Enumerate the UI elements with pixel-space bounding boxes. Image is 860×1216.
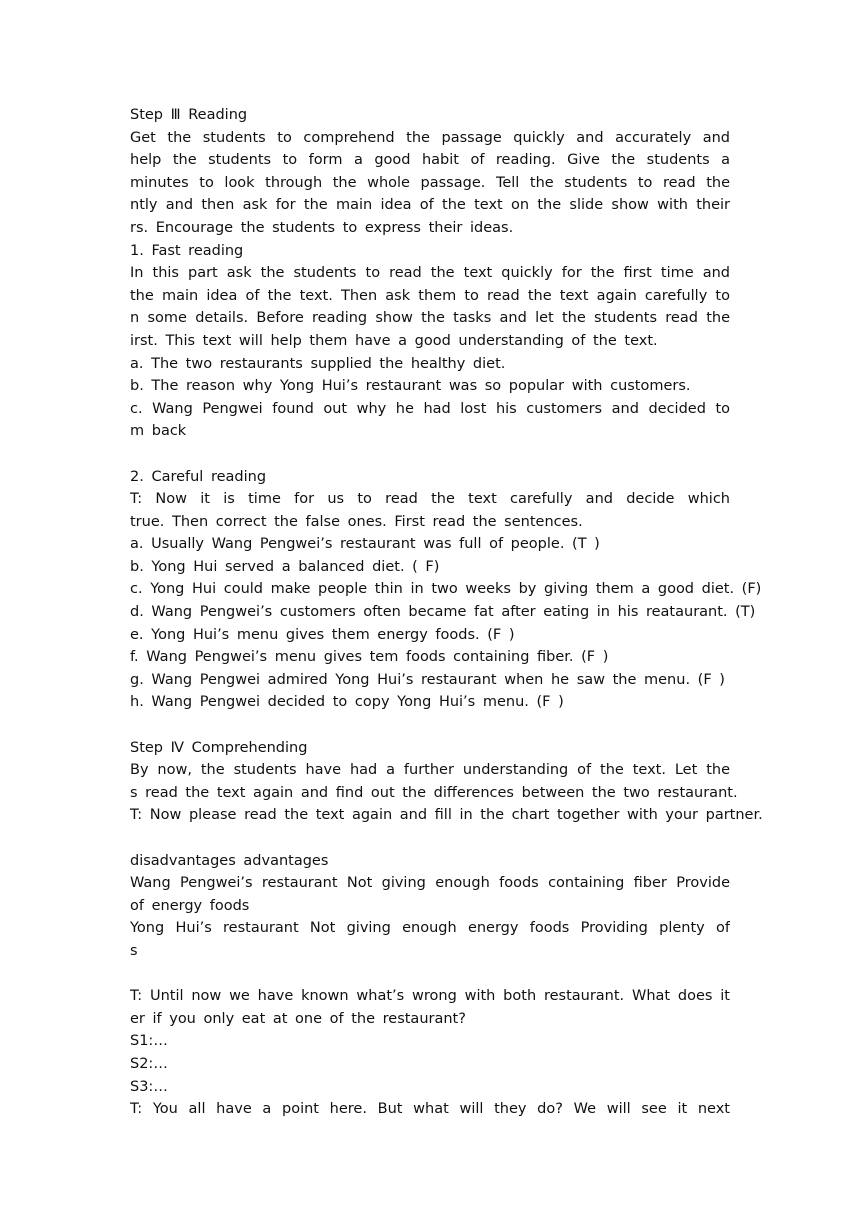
text-line: s [130,942,138,959]
text-line: f. Wang Pengwei’s menu gives tem foods containing fiber. (F ) [130,649,609,666]
text-line: irst. This text will help them have a good understanding of the text. [130,332,658,349]
blank-line [130,443,730,466]
text-line: a. The two restaurants supplied the healthy diet. [130,355,506,372]
text-line: help the students to form a good habit of reading. Give the students a [130,152,730,169]
text-line: a. Usually Wang Pengwei’s restaurant was full of people. (T ) [130,536,600,553]
text-line: n some details. Before reading show the tasks and let the students read the [130,310,730,327]
text-line: 2. Careful reading [130,468,267,485]
text-line: c. Wang Pengwei found out why he had lost his customers and decided to [130,400,730,417]
document-page [130,104,763,1121]
text-line: s read the text again and find out the differences between the two restaurant. [130,784,738,801]
text-line: T: You all have a point here. But what will they do? We will see it next [130,1101,730,1118]
text-line: b. The reason why Yong Hui’s restaurant was so popular with customers. [130,378,691,395]
text-line: S2:… [130,1055,168,1072]
text-line: disadvantages advantages [130,852,329,869]
text-line: of energy foods [130,897,250,914]
text-line: ntly and then ask for the main idea of the text on the slide show with their [130,197,730,214]
text-line: true. Then correct the false ones. First read the sentences. [130,513,583,530]
text-line: rs. Encourage the students to express their ideas. [130,219,514,236]
text-line: h. Wang Pengwei decided to copy Yong Hui’s menu. (F ) [130,694,564,711]
text-line: S3:… [130,1078,168,1095]
text-line: the main idea of the text. Then ask them to read the text again carefully to [130,287,730,304]
text-line: m back [130,423,187,440]
blank-line [130,714,730,737]
text-line: b. Yong Hui served a balanced diet. ( F) [130,558,440,575]
text-line: e. Yong Hui’s menu gives them energy foods. (F ) [130,626,515,643]
text-line: In this part ask the students to read the text quickly for the first time and [130,265,730,282]
text-line: c. Yong Hui could make people thin in two weeks by giving them a good diet. (F) [130,581,762,598]
text-line: Step Ⅳ Comprehending [130,739,308,756]
text-line: Wang Pengwei’s restaurant Not giving enough foods containing fiber Provide [130,875,730,892]
text-line: d. Wang Pengwei’s customers often became fat after eating in his reataurant. (T) [130,604,756,621]
text-line: Step Ⅲ Reading [130,107,248,123]
text-line: Get the students to comprehend the passage quickly and accurately and [130,129,730,146]
text-line: By now, the students have had a further understanding of the text. Let the [130,762,730,779]
text-line: T: Now it is time for us to read the text carefully and decide which [130,491,730,508]
text-line: minutes to look through the whole passage. Tell the students to read the [130,174,730,191]
text-line: Yong Hui’s restaurant Not giving enough energy foods Providing plenty of [130,920,730,937]
text-line: T: Until now we have known what’s wrong with both restaurant. What does it [130,988,730,1005]
text-line: g. Wang Pengwei admired Yong Hui’s restaurant when he saw the menu. (F ) [130,671,725,688]
text-line: 1. Fast reading [130,242,244,259]
blank-line [130,827,730,850]
text-line: er if you only eat at one of the restaurant? [130,1010,466,1027]
blank-line [130,963,730,986]
text-line: S1:… [130,1033,168,1050]
text-line: T: Now please read the text again and fill in the chart together with your partner. [130,807,763,824]
